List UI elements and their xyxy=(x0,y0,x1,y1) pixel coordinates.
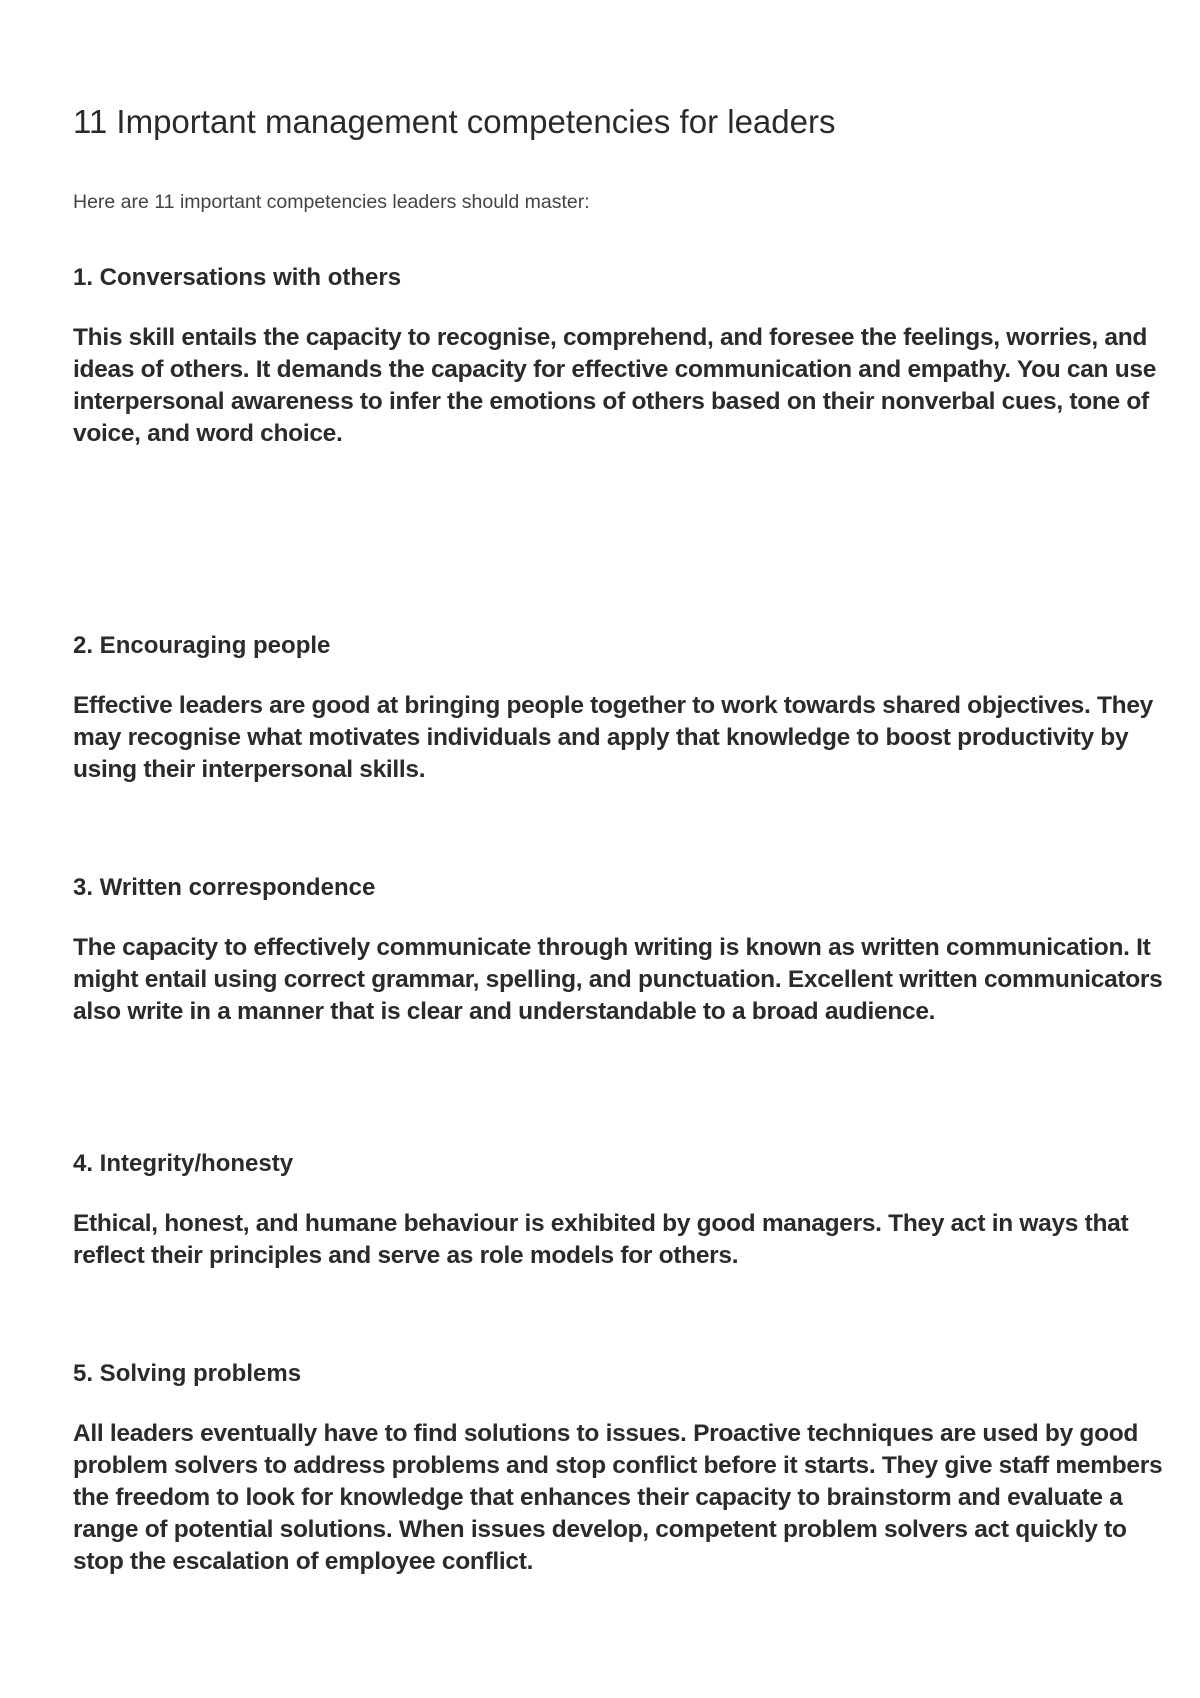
section-heading-encouraging: 2. Encouraging people xyxy=(73,632,331,659)
section-heading-problems: 5. Solving problems xyxy=(73,1360,302,1387)
section-heading-conversations: 1. Conversations with others xyxy=(73,264,402,291)
page-title: 11 Important management competencies for leaders xyxy=(73,103,836,140)
section-body-written: The capacity to effectively communicate through writing is known as written communication. It might entail using correct grammar, spelling, and punctuation. Excellent written communicators also write in a manner that is clear and understandable to a broad audience. xyxy=(73,934,1163,1025)
section-body-problems: All leaders eventually have to find solutions to issues. Proactive techniques are used by good problem solvers to address problems and stop conflict before it starts. They give staff members the freedom to look for knowledge that enhances their capacity to brainstorm and evaluate a range of potential solutions. When issues develop, competent problem solvers act quickly to stop the escalation of employee conflict. xyxy=(73,1420,1163,1575)
section-body-integrity: Ethical, honest, and humane behaviour is exhibited by good managers. They act in ways that reflect their principles and serve as role models for others. xyxy=(73,1210,1129,1269)
section-body-conversations: This skill entails the capacity to recognise, comprehend, and foresee the feelings, worries, and ideas of others. It demands the capacity for effective communication and empathy. You can use interpersonal awareness to infer the emotions of others based on their nonverbal cues, tone of voice, and word choice. xyxy=(73,324,1157,447)
section-body-encouraging: Effective leaders are good at bringing people together to work towards shared objectives. They may recognise what motivates individuals and apply that knowledge to boost productivity by using their interpersonal skills. xyxy=(73,692,1153,783)
section-heading-written: 3. Written correspondence xyxy=(73,874,376,901)
intro-text: Here are 11 important competencies leaders should master: xyxy=(73,191,590,213)
section-heading-integrity: 4. Integrity/honesty xyxy=(73,1150,294,1177)
